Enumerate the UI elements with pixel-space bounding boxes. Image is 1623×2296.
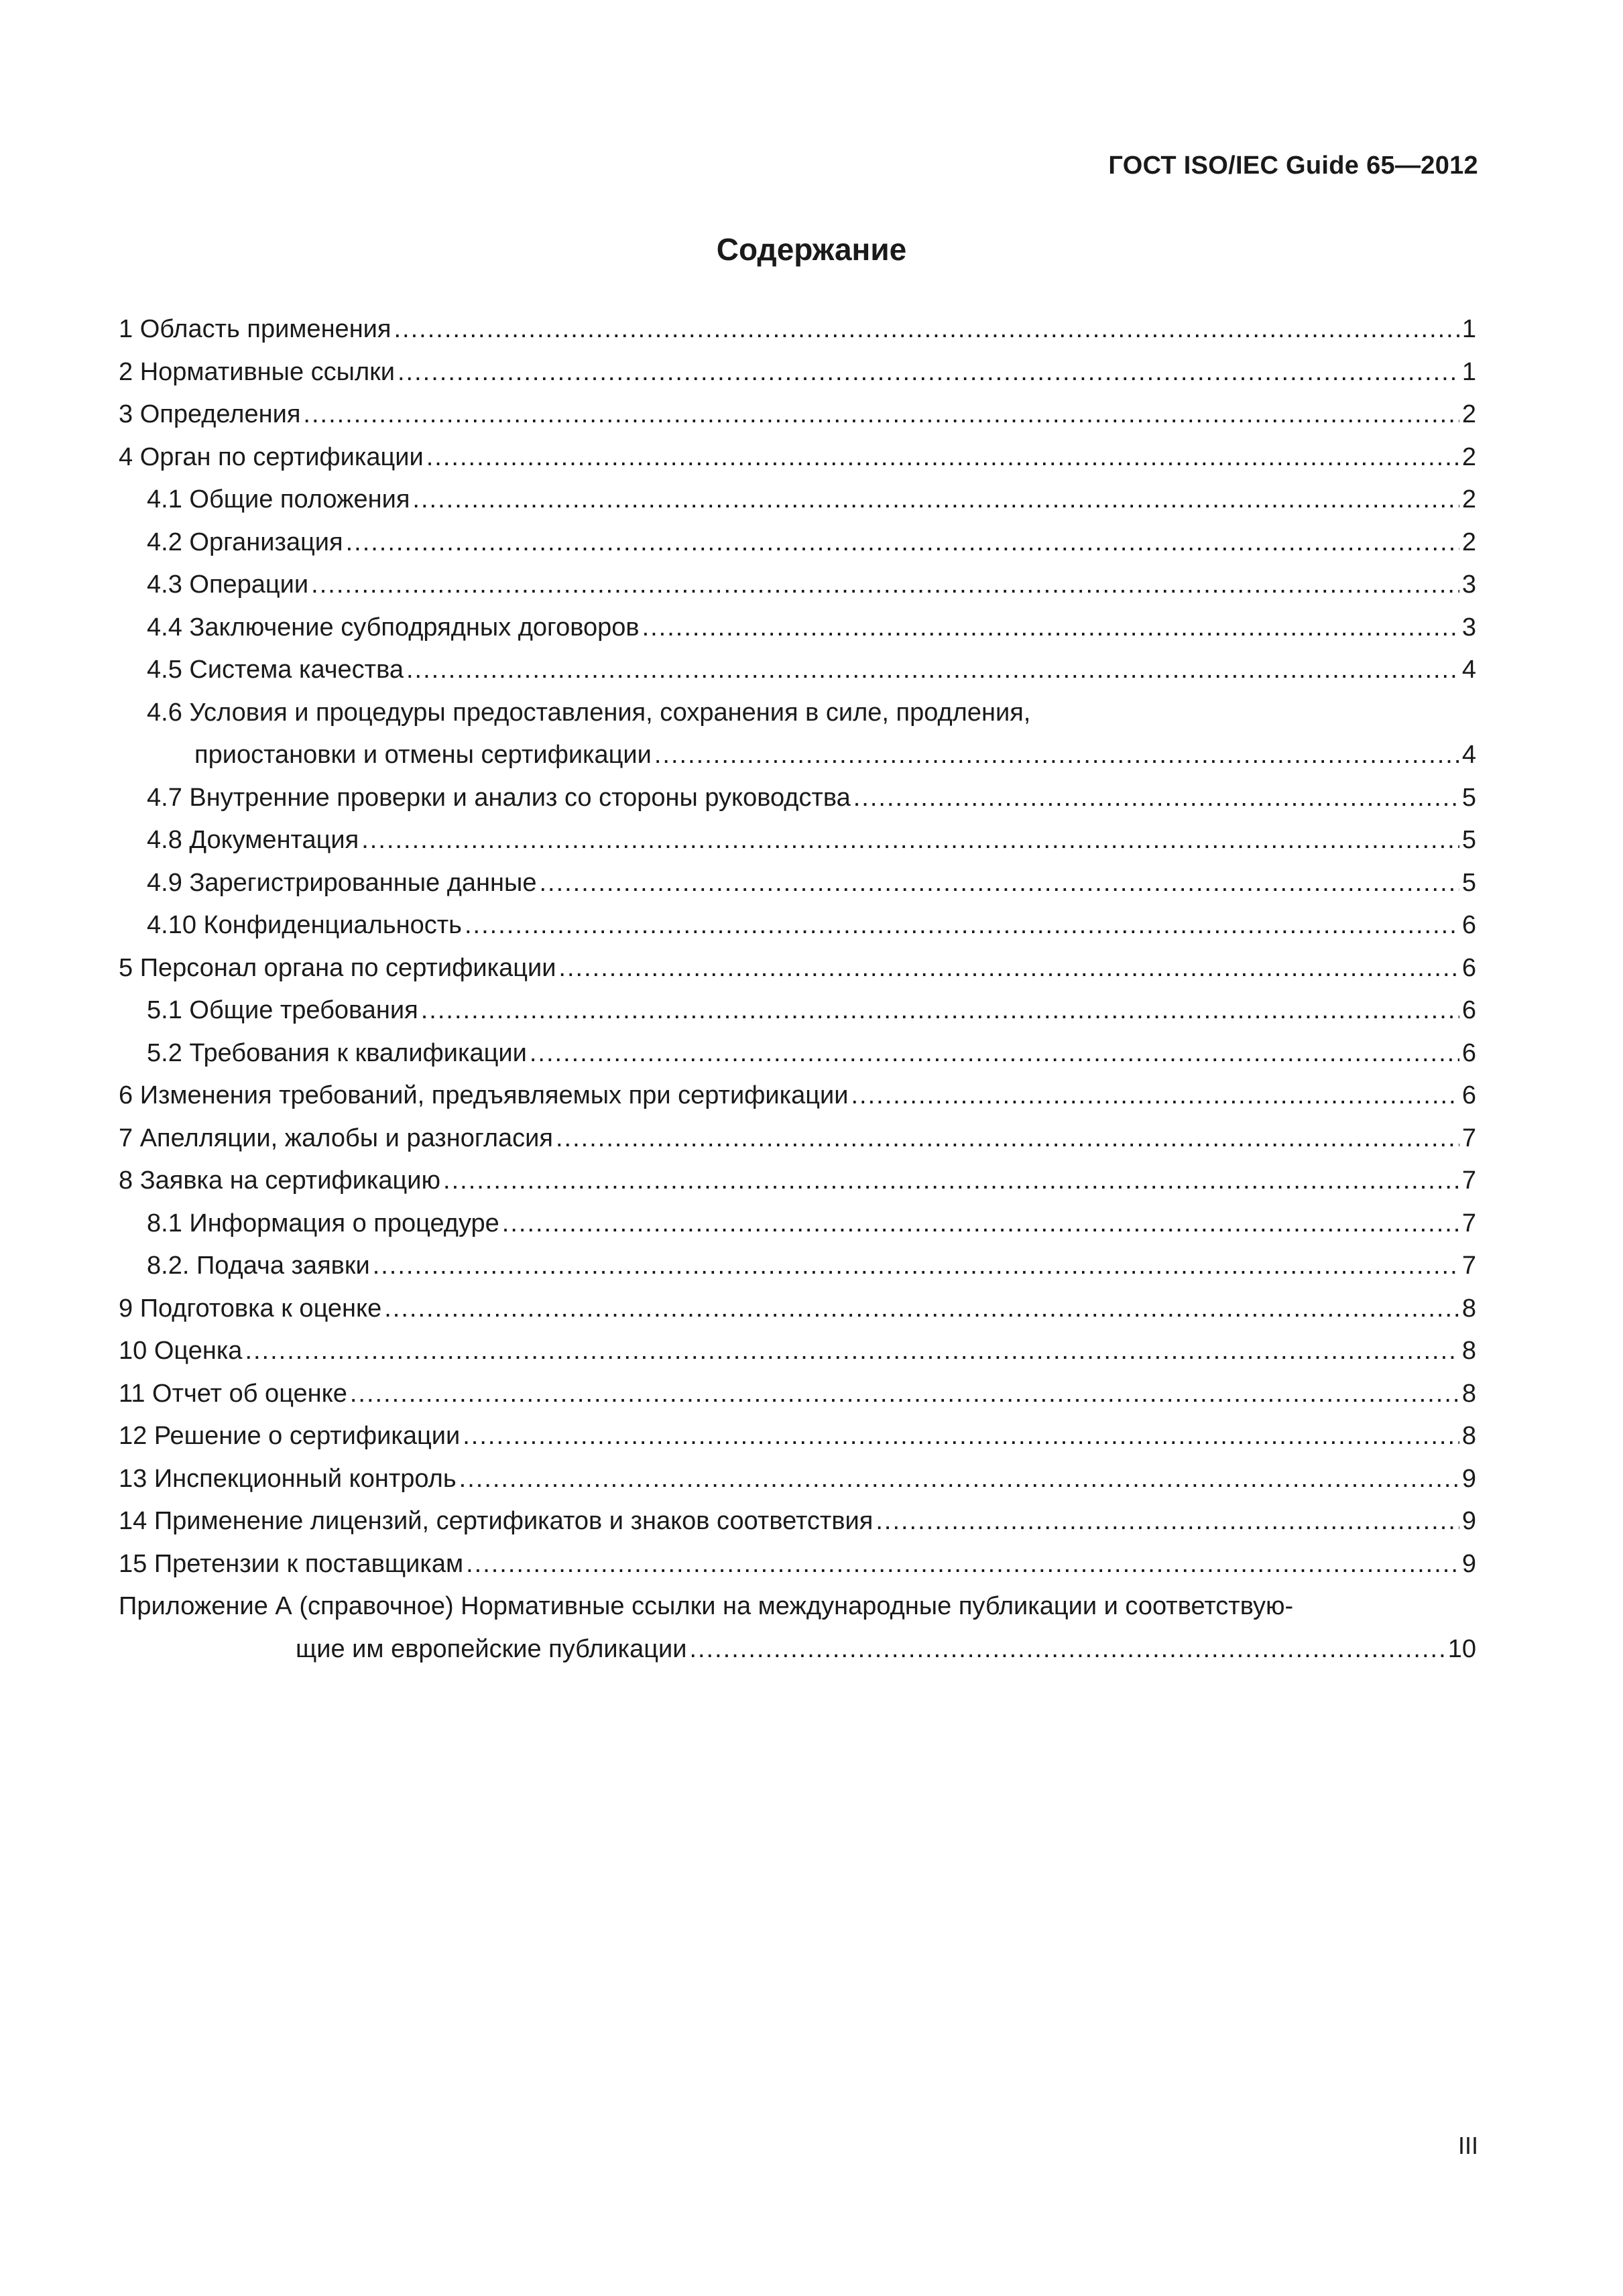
toc-leader-dots <box>443 1160 1459 1203</box>
toc-page-number: 9 <box>1461 1549 1476 1578</box>
toc-entry-5-2[interactable] <box>119 1032 1476 1075</box>
toc-page-number: 7 <box>1461 1166 1476 1195</box>
toc-leader-dots <box>373 1245 1459 1288</box>
toc-leader-dots <box>459 1458 1459 1501</box>
toc-page-number: 6 <box>1461 996 1476 1024</box>
table-of-contents <box>119 308 1476 1671</box>
toc-page-number: 7 <box>1461 1124 1476 1152</box>
toc-page-number: 5 <box>1461 826 1476 854</box>
toc-leader-dots <box>245 1330 1459 1373</box>
toc-leader-dots <box>642 607 1459 650</box>
toc-entry-15[interactable] <box>119 1543 1476 1586</box>
toc-entry-5-1[interactable] <box>119 989 1476 1032</box>
toc-entry-4-6[interactable] <box>119 734 1476 777</box>
toc-page-number: 8 <box>1461 1422 1476 1450</box>
toc-page-number: 1 <box>1461 357 1476 386</box>
toc-entry-4-5[interactable] <box>119 649 1476 692</box>
toc-entry-1[interactable] <box>119 308 1476 351</box>
toc-leader-dots <box>346 522 1459 564</box>
toc-page-number: 6 <box>1461 1081 1476 1109</box>
toc-entry-label: 1 Область применения <box>119 315 392 343</box>
toc-entry-label: приостановки и отмены сертификации <box>194 741 652 769</box>
toc-entry-8-2[interactable] <box>119 1245 1476 1288</box>
toc-leader-dots <box>406 649 1459 692</box>
toc-page-number: 3 <box>1461 613 1476 642</box>
toc-entry-8[interactable] <box>119 1160 1476 1203</box>
toc-leader-dots <box>303 394 1459 436</box>
toc-entry-14[interactable] <box>119 1500 1476 1543</box>
toc-leader-dots <box>502 1203 1459 1246</box>
toc-leader-dots <box>853 777 1459 820</box>
toc-leader-dots <box>311 564 1459 607</box>
toc-entry-appendix-a-line1[interactable]: Приложение А (справочное) Нормативные ссылки на международные публикации и соответствую- <box>119 1592 1294 1620</box>
toc-entry-12[interactable] <box>119 1415 1476 1458</box>
toc-page-number: 8 <box>1461 1337 1476 1365</box>
toc-page-number: 4 <box>1461 656 1476 684</box>
toc-entry-label: 4.2 Организация <box>147 528 343 556</box>
toc-entry-4[interactable] <box>119 436 1476 479</box>
toc-page-number: 2 <box>1461 400 1476 428</box>
toc-entry-label: 10 Оценка <box>119 1337 243 1365</box>
toc-entry-4-3[interactable] <box>119 564 1476 607</box>
toc-entry-6[interactable] <box>119 1075 1476 1117</box>
toc-entry-label: 5 Персонал органа по сертификации <box>119 953 556 982</box>
toc-leader-dots <box>398 351 1459 394</box>
toc-entry-label: 9 Подготовка к оценке <box>119 1294 382 1323</box>
toc-page-number: 7 <box>1461 1252 1476 1280</box>
toc-entry-appendix-a[interactable] <box>119 1628 1476 1671</box>
toc-entry-9[interactable] <box>119 1288 1476 1331</box>
toc-page-number: 2 <box>1461 528 1476 556</box>
toc-entry-label: 4.4 Заключение субподрядных договоров <box>147 613 640 642</box>
toc-page-number: 7 <box>1461 1209 1476 1237</box>
toc-entry-label: 4.8 Документация <box>147 826 359 854</box>
toc-page-number: 6 <box>1461 953 1476 982</box>
toc-entry-label: 5.1 Общие требования <box>147 996 418 1024</box>
toc-page-number: 4 <box>1461 741 1476 769</box>
toc-page-number: 9 <box>1461 1507 1476 1535</box>
toc-page-number: 6 <box>1461 911 1476 939</box>
toc-entry-4-1[interactable] <box>119 479 1476 522</box>
toc-entry-4-6-line1[interactable]: 4.6 Условия и процедуры предоставления, сохранения в силе, продления, <box>147 698 1031 727</box>
toc-leader-dots <box>851 1075 1459 1117</box>
toc-entry-label: 8 Заявка на сертификацию <box>119 1166 441 1195</box>
toc-leader-dots <box>412 479 1459 522</box>
toc-entry-label: 12 Решение о сертификации <box>119 1422 461 1450</box>
toc-entry-label: 4.10 Конфиденциальность <box>147 911 462 939</box>
toc-entry-8-1[interactable] <box>119 1203 1476 1246</box>
toc-entry-label: 4 Орган по сертификации <box>119 442 424 471</box>
toc-leader-dots <box>530 1032 1459 1075</box>
toc-entry-label: 4.9 Зарегистрированные данные <box>147 868 537 897</box>
toc-entry-4-9[interactable] <box>119 862 1476 905</box>
toc-entry-11[interactable] <box>119 1373 1476 1416</box>
toc-page-number: 10 <box>1447 1634 1476 1663</box>
toc-entry-label: 6 Изменения требований, предъявляемых при сертификации <box>119 1081 849 1109</box>
toc-entry-label: 8.2. Подача заявки <box>147 1252 370 1280</box>
toc-leader-dots <box>421 989 1459 1032</box>
toc-entry-4-8[interactable] <box>119 819 1476 862</box>
toc-entry-2[interactable] <box>119 351 1476 394</box>
toc-entry-4-10[interactable] <box>119 904 1476 947</box>
toc-leader-dots <box>876 1500 1459 1543</box>
page-title: Содержание <box>716 232 907 267</box>
toc-entry-label: 4.1 Общие положения <box>147 485 410 513</box>
toc-leader-dots <box>361 819 1459 862</box>
toc-leader-dots <box>384 1288 1459 1331</box>
toc-leader-dots <box>426 436 1459 479</box>
toc-leader-dots <box>689 1628 1445 1671</box>
toc-entry-label: 8.1 Информация о процедуре <box>147 1209 499 1237</box>
toc-page-number: 3 <box>1461 570 1476 599</box>
toc-page-number: 8 <box>1461 1294 1476 1323</box>
toc-entry-3[interactable] <box>119 394 1476 436</box>
toc-entry-label: 4.3 Операции <box>147 570 309 599</box>
toc-entry-label: 15 Претензии к поставщикам <box>119 1549 464 1578</box>
toc-entry-10[interactable] <box>119 1330 1476 1373</box>
toc-entry-label: 3 Определения <box>119 400 301 428</box>
toc-entry-7[interactable] <box>119 1117 1476 1160</box>
toc-entry-13[interactable] <box>119 1458 1476 1501</box>
toc-page-number: 5 <box>1461 868 1476 897</box>
toc-leader-dots <box>350 1373 1459 1416</box>
toc-leader-dots <box>556 1117 1459 1160</box>
toc-page-number: 2 <box>1461 442 1476 471</box>
toc-page-number: 6 <box>1461 1038 1476 1067</box>
toc-page-number: 8 <box>1461 1379 1476 1408</box>
toc-page-number: 9 <box>1461 1464 1476 1493</box>
toc-entry-label: 11 Отчет об оценке <box>119 1379 347 1408</box>
toc-entry-label: 14 Применение лицензий, сертификатов и знаков соответствия <box>119 1507 874 1535</box>
toc-leader-dots <box>654 734 1459 777</box>
toc-entry-4-2[interactable] <box>119 522 1476 564</box>
toc-entry-label: 4.7 Внутренние проверки и анализ со стороны руководства <box>147 783 851 812</box>
toc-leader-dots <box>466 1543 1459 1586</box>
page-number: III <box>1457 2132 1478 2159</box>
toc-page-number: 5 <box>1461 783 1476 812</box>
toc-page-number: 2 <box>1461 485 1476 513</box>
document-code: ГОСТ ISO/IEC Guide 65—2012 <box>1108 152 1478 180</box>
toc-leader-dots <box>539 862 1459 905</box>
toc-entry-4-7[interactable] <box>119 777 1476 820</box>
toc-entry-label: 4.5 Система качества <box>147 656 404 684</box>
toc-entry-label: щие им европейские публикации <box>296 1634 687 1663</box>
toc-entry-label: 13 Инспекционный контроль <box>119 1464 457 1493</box>
toc-leader-dots <box>558 947 1459 990</box>
toc-entry-label: 5.2 Требования к квалификации <box>147 1038 527 1067</box>
toc-leader-dots <box>394 308 1459 351</box>
toc-entry-4-4[interactable] <box>119 607 1476 650</box>
toc-entry-label: 2 Нормативные ссылки <box>119 357 395 386</box>
toc-page-number: 1 <box>1461 315 1476 343</box>
toc-entry-5[interactable] <box>119 947 1476 990</box>
toc-entry-label: 7 Апелляции, жалобы и разногласия <box>119 1124 553 1152</box>
toc-leader-dots <box>463 1415 1459 1458</box>
toc-leader-dots <box>465 904 1459 947</box>
